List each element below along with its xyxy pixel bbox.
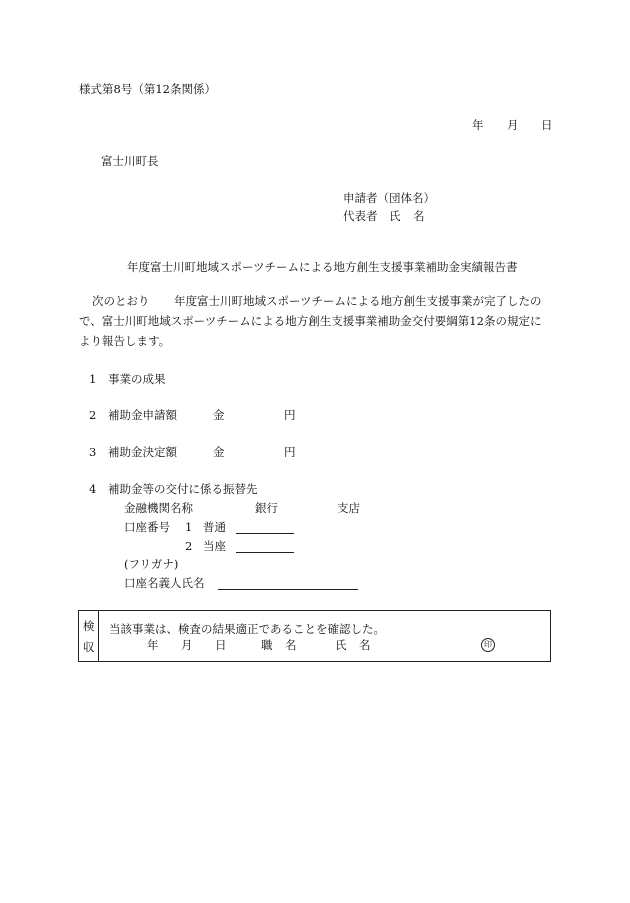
account-type-1-num: 1 (185, 520, 193, 534)
account-type-2-label: 当座 (203, 539, 226, 553)
applicant-name-label-1: 氏 (389, 209, 401, 223)
item-3-yen: 円 (284, 445, 296, 459)
account-type-2-num: 2 (185, 539, 193, 553)
inspection-year: 年 (147, 638, 159, 652)
account-number-2-line (236, 552, 294, 553)
item-3-label: 補助金決定額 (108, 445, 177, 459)
date-day-label: 日 (541, 118, 553, 132)
item-2-kin: 金 (213, 408, 225, 422)
account-type-1-label: 普通 (203, 520, 226, 534)
addressee: 富士川町長 (101, 154, 159, 168)
item-4-label: 補助金等の交付に係る振替先 (108, 482, 258, 496)
inspection-post-2: 名 (285, 638, 297, 652)
inspection-month: 月 (181, 638, 193, 652)
item-3-kin: 金 (213, 445, 225, 459)
inspection-text: 当該事業は、検査の結果適正であることを確認した。 (109, 622, 385, 636)
furigana-label: (フリガナ) (124, 557, 179, 571)
inspection-name-2: 名 (359, 638, 371, 652)
bank-name-label: 金融機関名称 (124, 501, 193, 515)
account-holder-line (218, 589, 358, 590)
body-line2: で、富士川町地域スポーツチームによる地方創生支援事業補助金交付要綱第12条の規定に (79, 314, 542, 328)
inspection-box (78, 610, 551, 662)
form-label: 様式第8号（第12条関係） (79, 82, 216, 96)
account-holder-label: 口座名義人氏名 (124, 576, 205, 590)
body-line3: より報告します。 (79, 334, 171, 348)
inspection-divider (98, 611, 99, 661)
item-1-num: 1 (89, 372, 97, 386)
item-2-num: 2 (89, 408, 97, 422)
inspection-head-2: 収 (83, 640, 95, 654)
branch-label: 支店 (337, 501, 360, 515)
item-2-label: 補助金申請額 (108, 408, 177, 422)
item-1-label: 事業の成果 (108, 372, 166, 386)
date-month-label: 月 (507, 118, 519, 132)
inspection-head-1: 検 (83, 619, 95, 633)
inspection-name-1: 氏 (335, 638, 347, 652)
item-3-num: 3 (89, 445, 97, 459)
body-line1-b: 年度富士川町地域スポーツチームによる地方創生支援事業が完了したの (174, 294, 542, 308)
inspection-day: 日 (215, 638, 227, 652)
applicant-name-label-2: 名 (413, 209, 425, 223)
applicant-org: 申請者（団体名） (343, 191, 435, 205)
document-title: 年度富士川町地域スポーツチームによる地方創生支援事業補助金実績報告書 (127, 260, 518, 274)
item-2-yen: 円 (284, 408, 296, 422)
account-number-1-line (236, 533, 294, 534)
item-4-num: 4 (89, 482, 97, 496)
seal-mark: 印 (481, 638, 495, 652)
applicant-rep-label: 代表者 (343, 209, 378, 223)
date-year-label: 年 (472, 118, 484, 132)
bank-label: 銀行 (255, 501, 278, 515)
body-line1-a: 次のとおり (92, 294, 150, 308)
inspection-post-1: 職 (261, 638, 273, 652)
account-number-label: 口座番号 (124, 520, 170, 534)
